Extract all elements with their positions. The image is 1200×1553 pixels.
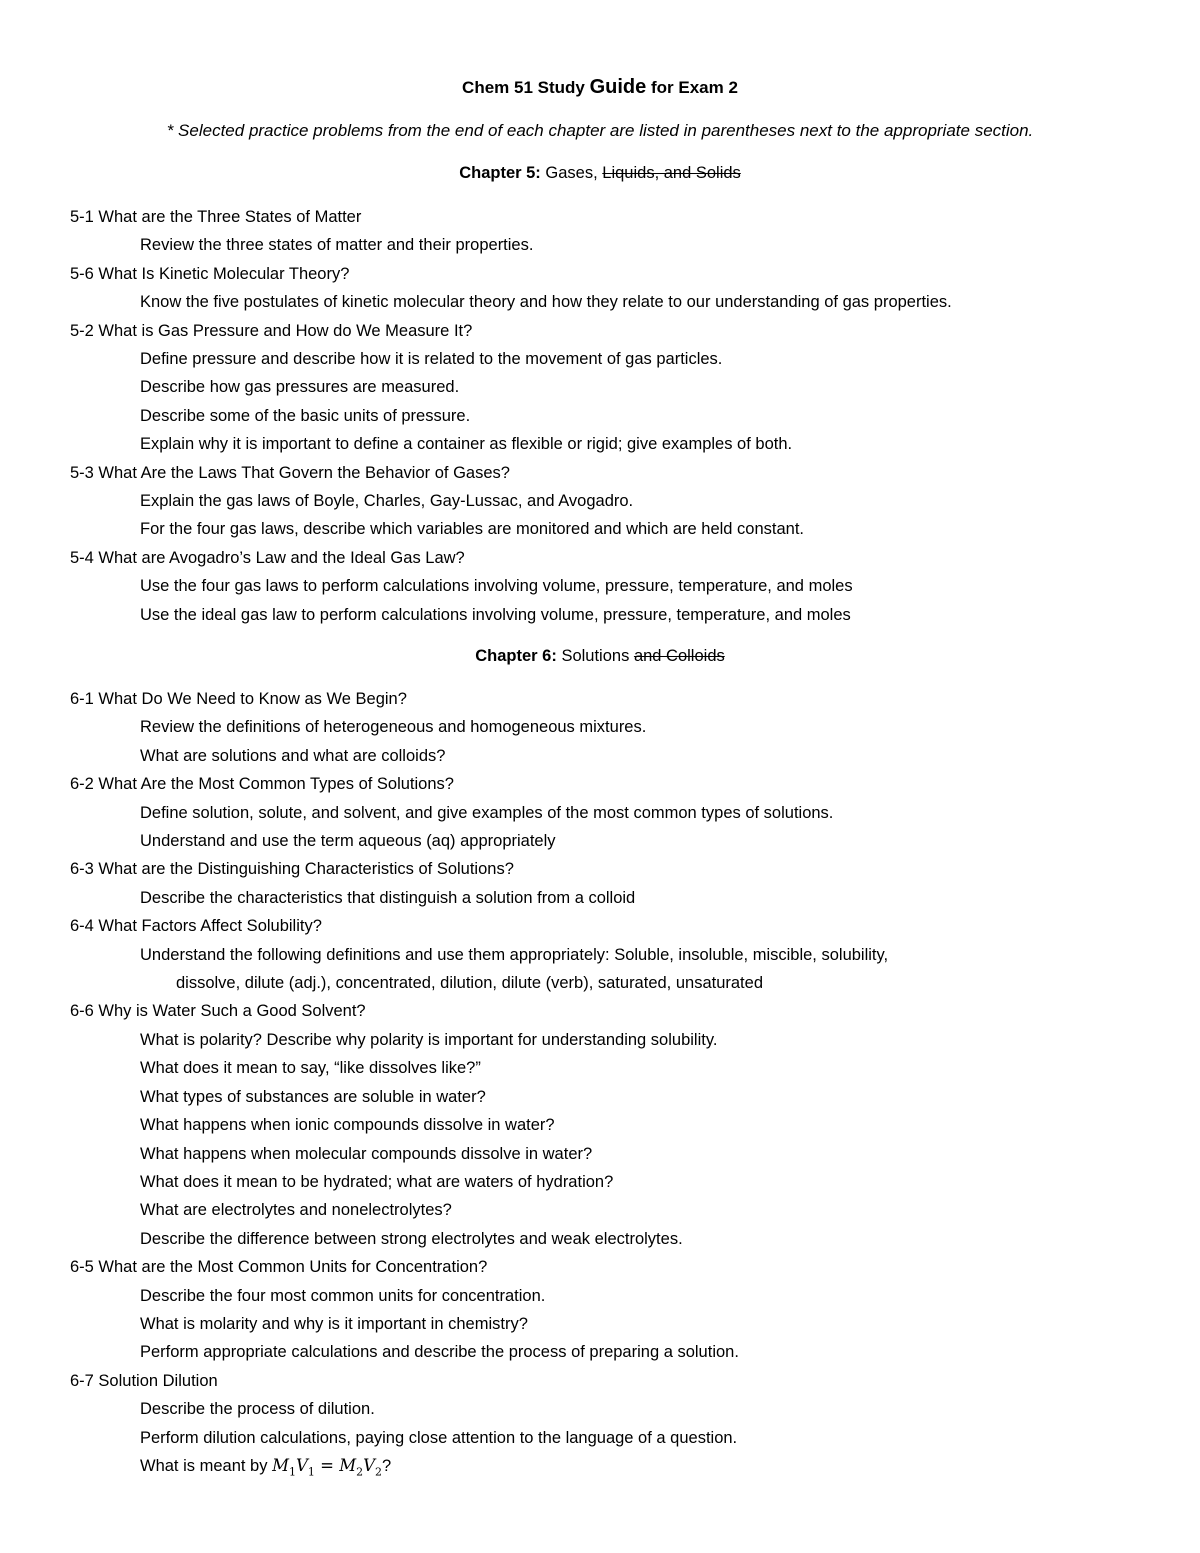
- section-title: 6-4 What Factors Affect Solubility?: [70, 917, 322, 936]
- section-title: 5-1 What are the Three States of Matter: [70, 208, 362, 226]
- section-title: 5-6 What Is Kinetic Molecular Theory?: [70, 264, 350, 283]
- list-item: What are electrolytes and nonelectrolytes?: [140, 1201, 452, 1220]
- list-item: Define solution, solute, and solvent, and give examples of the most common types of solutions.: [140, 803, 834, 822]
- chapter-6-heading: [0, 644, 1200, 668]
- chapter-label: Chapter 5:: [459, 164, 541, 182]
- list-item: What happens when molecular compounds dissolve in water?: [140, 1144, 593, 1163]
- eq-symbol: M: [272, 1455, 289, 1475]
- list-item: For the four gas laws, describe which variables are monitored and which are held constant.: [140, 520, 805, 539]
- struck-text: and Colloids: [633, 647, 725, 665]
- section-title: 5-3 What Are the Laws That Govern the Behavior of Gases?: [70, 463, 510, 482]
- dilution-equation: [272, 1455, 383, 1479]
- list-item: Understand the following definitions and use them appropriately: Soluble, insoluble, miscible, solubility,: [140, 945, 889, 964]
- section-title: 6-2 What Are the Most Common Types of Solutions?: [70, 775, 454, 794]
- eq-subscript: 1: [288, 1465, 296, 1479]
- list-item: Explain why it is important to define a container as flexible or rigid; give examples of both.: [140, 435, 793, 454]
- chapter-name: Solutions: [561, 647, 630, 665]
- chapter-5-outline: [70, 203, 1170, 629]
- practice-problems-note: * Selected practice problems from the end of each chapter are listed in parentheses next to the appropriate section.: [166, 121, 1034, 140]
- list-item: Describe the process of dilution.: [140, 1400, 375, 1419]
- eq-subscript: 1: [307, 1465, 315, 1479]
- list-item: Use the four gas laws to perform calculations involving volume, pressure, temperature, and moles: [140, 577, 853, 596]
- list-item: Perform dilution calculations, paying close attention to the language of a question.: [140, 1428, 738, 1447]
- section-title: 6-6 Why is Water Such a Good Solvent?: [70, 1002, 366, 1021]
- eq-symbol: V: [363, 1455, 376, 1475]
- eq-equals: =: [314, 1455, 340, 1475]
- list-item: What happens when ionic compounds dissolve in water?: [140, 1116, 555, 1135]
- list-item: What are solutions and what are colloids?: [140, 746, 446, 765]
- eq-symbol: M: [339, 1455, 357, 1475]
- list-item: Describe some of the basic units of pressure.: [140, 406, 471, 425]
- list-item: Describe how gas pressures are measured.: [140, 378, 460, 397]
- title-part: Guide: [589, 76, 647, 98]
- list-item: What is molarity and why is it important in chemistry?: [140, 1314, 528, 1333]
- title-part: for Exam 2: [651, 78, 738, 97]
- section-title: 6-7 Solution Dilution: [70, 1371, 218, 1390]
- list-item: Review the three states of matter and their properties.: [140, 236, 534, 255]
- section-title: 6-1 What Do We Need to Know as We Begin?: [70, 690, 407, 708]
- list-item: Define pressure and describe how it is related to the movement of gas particles.: [140, 350, 723, 369]
- list-item: What types of substances are soluble in water?: [140, 1087, 486, 1106]
- chapter-6-outline: [70, 685, 1170, 1487]
- chapter-label: Chapter 6:: [475, 647, 557, 665]
- section-title: 6-3 What are the Distinguishing Characteristics of Solutions?: [70, 860, 514, 879]
- chapter-5-heading: [0, 161, 1200, 185]
- equation-suffix: ?: [382, 1456, 392, 1475]
- list-item: What is polarity? Describe why polarity is important for understanding solubility.: [140, 1030, 718, 1049]
- section-title: 5-4 What are Avogadro’s Law and the Ideal Gas Law?: [70, 548, 465, 567]
- list-item: What does it mean to say, “like dissolves like?”: [140, 1059, 481, 1078]
- title-part: Chem 51 Study: [462, 78, 585, 97]
- document-title: [0, 74, 1200, 101]
- section-title: 6-5 What are the Most Common Units for Concentration?: [70, 1258, 488, 1277]
- chapter-name: Gases,: [545, 164, 598, 182]
- list-item: Perform appropriate calculations and describe the process of preparing a solution.: [140, 1343, 739, 1362]
- list-item: What does it mean to be hydrated; what are waters of hydration?: [140, 1172, 614, 1191]
- struck-text: Liquids, and Solids: [602, 164, 741, 182]
- eq-symbol: V: [295, 1455, 308, 1475]
- list-item: Describe the characteristics that distinguish a solution from a colloid: [140, 888, 636, 907]
- list-item: Review the definitions of heterogeneous and homogeneous mixtures.: [140, 718, 647, 737]
- list-item: Describe the four most common units for concentration.: [140, 1286, 546, 1305]
- list-item: Understand and use the term aqueous (aq) appropriately: [140, 832, 556, 851]
- list-item-continuation: dissolve, dilute (adj.), concentrated, dilution, dilute (verb), saturated, unsaturated: [176, 974, 763, 993]
- list-item: Know the five postulates of kinetic molecular theory and how they relate to our understanding of gas properties.: [140, 293, 952, 312]
- equation-prefix: What is meant by: [140, 1456, 268, 1475]
- list-item: Explain the gas laws of Boyle, Charles, Gay-Lussac, and Avogadro.: [140, 492, 634, 511]
- list-item: Describe the difference between strong electrolytes and weak electrolytes.: [140, 1229, 683, 1248]
- list-item: Use the ideal gas law to perform calculations involving volume, pressure, temperature, and moles: [140, 605, 851, 624]
- eq-subscript: 2: [375, 1465, 383, 1479]
- dilution-equation-item: [70, 1452, 1170, 1487]
- section-title: 5-2 What is Gas Pressure and How do We Measure It?: [70, 321, 473, 340]
- eq-subscript: 2: [356, 1465, 364, 1479]
